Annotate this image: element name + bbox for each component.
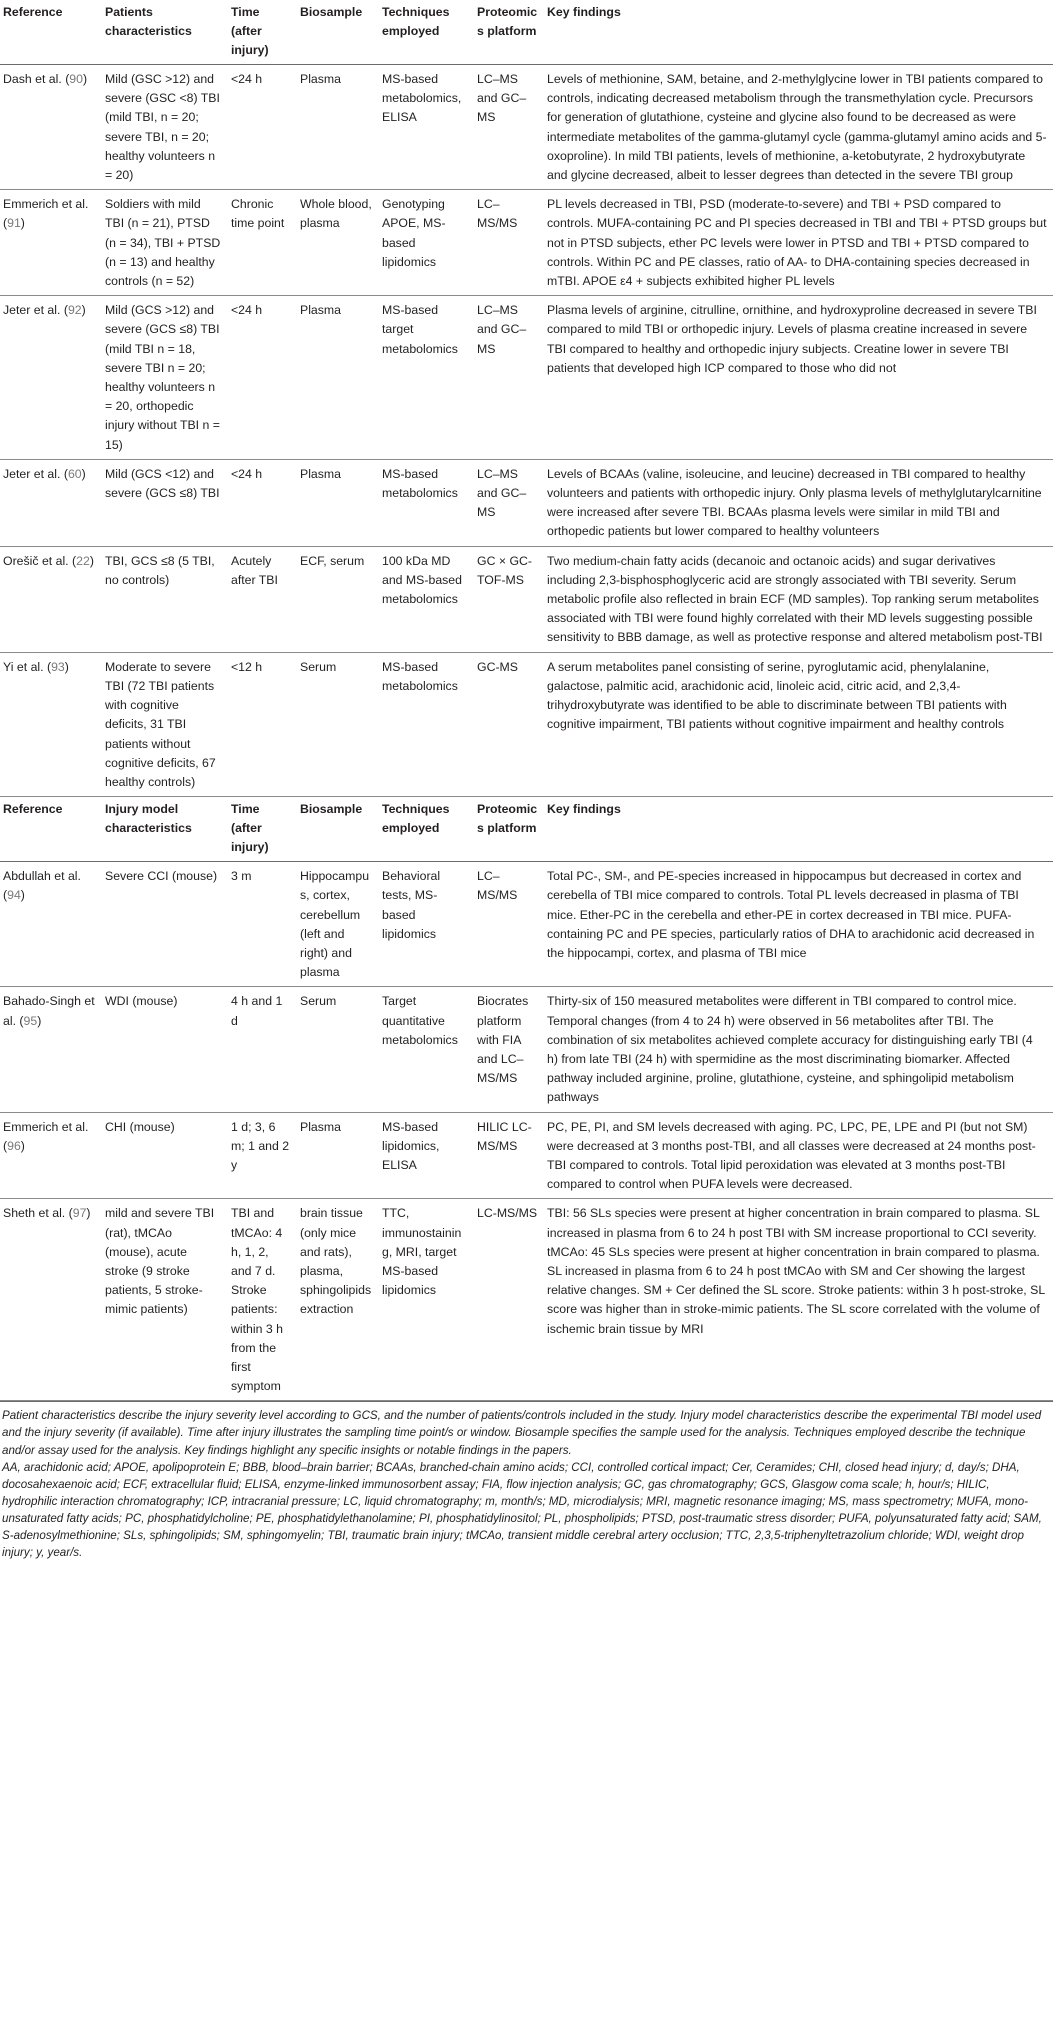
cell-platform: LC–MS and GC–MS [474,459,544,546]
header-techniques: Techniques employed [379,0,474,65]
cell-biosample: brain tissue (only mice and rats), plasma, sphingolipids extraction [297,1199,379,1401]
reference-author: Dash et al. ( [3,72,70,86]
header-characteristics: Patients characteristics [102,0,228,65]
reference-number-link[interactable]: 92 [67,303,82,318]
reference-close: ) [86,1206,91,1221]
reference-number-link[interactable]: 96 [7,1138,21,1153]
cell-techniques: TTC, immunostaining, MRI, target MS-based lipidomics [379,1199,474,1401]
table-row [0,987,1053,1112]
cell-time: Chronic time point [228,190,297,296]
cell-findings: TBI: 56 SLs species were present at higher concentration in brain compared to plasma. SL increased in plasma from 6 to 24 h post TBI with SM increase proportional to CCI severity. tMCAo: 45 SLs species were present at higher concentration in brain compared to plasma. SL increased in plasma from 6 to 24 h post tMCAo with SM and Cer showing the largest relative changes. SM + Cer defined the SL score. Stroke patients: within 3 h post-stroke, SL score was higher than in stroke-mimic patients. The SL score correlated with the volume of ischemic brain tissue by MRI [544,1199,1053,1401]
cell-platform: LC–MS and GC–MS [474,296,544,460]
reference-close: ) [64,659,69,674]
header-time: Time (after injury) [228,797,297,862]
header-findings: Key findings [544,0,1053,65]
reference-close: ) [89,553,94,568]
cell-biosample: Serum [297,987,379,1112]
model-header-row [0,797,1053,862]
cell-characteristics: mild and severe TBI (rat), tMCAo (mouse), acute stroke (9 stroke patients, 5 stroke-mimic patients) [102,1199,228,1401]
reference-author: Emmerich et al. ( [3,1119,89,1153]
cell-characteristics: WDI (mouse) [102,987,228,1112]
cell-biosample: Plasma [297,1112,379,1199]
cell-characteristics: Mild (GCS >12) and severe (GCS ≤8) TBI (mild TBI n = 18, severe TBI n = 20; healthy volunteers n = 20, orthopedic injury without TBI n = 15) [102,296,228,460]
cell-techniques: MS-based metabolomics, ELISA [379,65,474,190]
reference-author: Orešič et al. ( [3,553,77,568]
cell-time: Acutely after TBI [228,546,297,652]
cell-reference [0,65,102,190]
cell-characteristics: Mild (GSC >12) and severe (GSC <8) TBI (mild TBI, n = 20; severe TBI, n = 20; healthy volunteers n = 20) [102,65,228,190]
header-platform: Proteomics platform [474,797,544,862]
cell-characteristics: Moderate to severe TBI (72 TBI patients with cognitive deficits, 31 TBI patients without cognitive deficits, 67 healthy controls) [102,652,228,796]
cell-reference [0,652,102,796]
cell-findings: PC, PE, PI, and SM levels decreased with aging. PC, LPC, PE, LPE and PI (but not SM) were decreased at 3 months post-TBI, and all classes were decreased at 24 months post-TBI compared to controls. Total lipid peroxidation was elevated at 3 months post-TBI compared to control when PUFA levels were decreased. [544,1112,1053,1199]
cell-techniques: 100 kDa MD and MS-based metabolomics [379,546,474,652]
cell-reference [0,1112,102,1199]
cell-findings: Plasma levels of arginine, citrulline, ornithine, and hydroxyproline decreased in severe TBI compared to mild TBI or orthopedic injury. Levels of plasma creatine increased in severe TBI compared to healthy and orthopedic injury subjects. Creatine lower in severe TBI patients that developed high ICP compared to those who did not [544,296,1053,460]
cell-biosample: Plasma [297,296,379,460]
table-row [0,190,1053,296]
cell-platform: LC-MS/MS [474,1199,544,1401]
clinical-body [0,65,1053,797]
cell-time: 4 h and 1 d [228,987,297,1112]
cell-findings: Levels of BCAAs (valine, isoleucine, and leucine) decreased in TBI compared to healthy volunteers and patients with orthopedic injury. Only plasma levels of methylglutarylcarnitine were increased after severe TBI. BCAAs plasma levels were similar in mild TBI and orthopedic patients but lower compared to healthy volunteers [544,459,1053,546]
cell-time: 1 d; 3, 6 m; 1 and 2 y [228,1112,297,1199]
table-row [0,1199,1053,1401]
reference-author: Bahado-Singh et al. ( [3,994,95,1028]
cell-biosample: Serum [297,652,379,796]
cell-techniques: MS-based target metabolomics [379,296,474,460]
reference-number-link[interactable]: 22 [76,553,90,568]
cell-findings: PL levels decreased in TBI, PSD (moderate-to-severe) and TBI + PSD compared to controls. MUFA-containing PC and PI species decreased in TBI and TBI + PTSD groups but not in PTSD subjects, ether PC levels were lower in PTSD and TBI + PTSD compared to controls. Within PC and PE classes, ratio of AA- to DHA-containing species decreased in mTBI. APOE ε4 + subjects exhibited higher PL levels [544,190,1053,296]
cell-reference [0,296,102,460]
cell-time: <24 h [228,65,297,190]
cell-biosample: ECF, serum [297,546,379,652]
reference-author: Emmerich et al. ( [3,197,89,231]
cell-techniques: MS-based metabolomics [379,652,474,796]
header-biosample: Biosample [297,797,379,862]
cell-biosample: Plasma [297,459,379,546]
cell-characteristics: CHI (mouse) [102,1112,228,1199]
cell-time: <24 h [228,296,297,460]
header-platform: Proteomics platform [474,0,544,65]
cell-reference [0,459,102,546]
cell-reference [0,1199,102,1401]
header-reference: Reference [0,0,102,65]
cell-time: <24 h [228,459,297,546]
reference-number-link[interactable]: 95 [23,1013,38,1028]
cell-techniques: Behavioral tests, MS-based lipidomics [379,862,474,987]
reference-number-link[interactable]: 91 [7,216,21,231]
cell-platform: Biocrates platform with FIA and LC–MS/MS [474,987,544,1112]
cell-platform: LC–MS/MS [474,862,544,987]
header-reference: Reference [0,797,102,862]
reference-author: Abdullah et al. ( [3,869,81,903]
reference-close: ) [82,72,88,86]
cell-characteristics: Soldiers with mild TBI (n = 21), PTSD (n = 34), TBI + PTSD (n = 13) and healthy controls (n = 52) [102,190,228,296]
cell-findings: A serum metabolites panel consisting of serine, pyroglutamic acid, phenylalanine, galactose, palmitic acid, arachidonic acid, linoleic acid, citric acid, and 2,3,4-trihydroxybutyrate was identified to be able to discriminate between TBI patients with cognitive impairment, TBI patients without cognitive impairment and healthy controls [544,652,1053,796]
table-row [0,652,1053,796]
table-row [0,65,1053,190]
cell-findings: Total PC-, SM-, and PE-species increased in hippocampus but decreased in cortex and cerebella of TBI mice compared to controls. Total PL levels decreased in plasma of TBI mice. Ether-PC in the cerebella and ether-PE in cortex decreased in TBI mice. PUFA-containing PC and PE species, particularly ratios of DHA to arachidonic acid decreased in the hippocampi, cortex, and plasma of TBI mice [544,862,1053,987]
cell-reference [0,190,102,296]
cell-techniques: MS-based metabolomics [379,459,474,546]
cell-reference [0,987,102,1112]
reference-close: ) [20,888,25,903]
reference-number-link[interactable]: 60 [67,466,82,481]
table-row [0,296,1053,460]
cell-biosample: Plasma [297,65,379,190]
cell-platform: LC–MS and GC–MS [474,65,544,190]
reference-close: ) [81,303,86,318]
cell-platform: GC-MS [474,652,544,796]
reference-author: Yi et al. ( [3,659,52,674]
header-biosample: Biosample [297,0,379,65]
cell-findings: Levels of methionine, SAM, betaine, and 2-methylglycine lower in TBI patients compared to controls, indicating decreased metabolism through the transmethylation cycle. Precursors for generation of glutathione, cysteine and glycine also found to be decreased as were intermediate metabolites of the gamma-glutamyl cycle (gamma-glutamyl amino acids and 5-oxoproline). In mild TBI patients, levels of methionine, a-ketobutyrate, 2 hydroxybutyrate and glycine decreased, albeit to lesser degrees than detected in the severe TBI group [544,65,1053,190]
reference-author: Jeter et al. ( [3,303,68,318]
footnote-abbreviations: AA, arachidonic acid; APOE, apolipoprotein E; BBB, blood–brain barrier; BCAAs, branched-chain amino acids; CCI, controlled cortical impact; Cer, Ceramides; CHI, closed head injury; d, day/s; DHA, docosahexaenoic acid; ECF, extracellular fluid; ELISA, enzyme-linked immunosorbent assay; FIA, flow injection analysis; GC, gas chromatography; GCS, Glasgow coma scale; h, hour/s; HILIC, hydrophilic interaction chromatography; ICP, intracranial pressure; LC, liquid chromatography; m, month/s; MD, microdialysis; MRI, magnetic resonance imaging; MS, mass spectrometry; MUFA, mono-unsaturated fatty acids; PC, phosphatidylcholine; PE, phosphatidylethanolamine; PI, phosphatidylinositol; PL, phospholipids; PTSD, post-traumatic stress disorder; PUFA, polyunsaturated fatty acid; SAM, S-adenosylmethionine; SLs, sphingolipids; SM, sphingomyelin; TBI, traumatic brain injury; tMCAo, transient middle cerebral artery occlusion; TTC, 2,3,5-triphenyltetrazolium chloride; WDI, weight drop injury; y, year/s. [2,1460,1042,1560]
table-row [0,1112,1053,1199]
header-characteristics: Injury model characteristics [102,797,228,862]
cell-biosample: Hippocampus, cortex, cerebellum (left and right) and plasma [297,862,379,987]
header-findings: Key findings [544,797,1053,862]
cell-reference [0,546,102,652]
cell-biosample: Whole blood, plasma [297,190,379,296]
cell-platform: GC × GC-TOF-MS [474,546,544,652]
table-row [0,862,1053,987]
cell-characteristics: Severe CCI (mouse) [102,862,228,987]
table-footnotes [0,1401,1053,1561]
cell-platform: HILIC LC-MS/MS [474,1112,544,1199]
header-time: Time (after injury) [228,0,297,65]
reference-author: Sheth et al. ( [3,1206,73,1221]
cell-time: <12 h [228,652,297,796]
model-body [0,862,1053,1401]
reference-author: Jeter et al. ( [3,466,68,481]
reference-number-link[interactable]: 94 [7,888,21,903]
cell-platform: LC–MS/MS [474,190,544,296]
header-techniques: Techniques employed [379,797,474,862]
reference-close: ) [20,216,25,231]
table-row [0,546,1053,652]
cell-characteristics: Mild (GCS <12) and severe (GCS ≤8) TBI [102,459,228,546]
cell-techniques: Target quantitative metabolomics [379,987,474,1112]
reference-close: ) [37,1013,42,1028]
reference-number-link[interactable]: 97 [72,1206,87,1221]
cell-time: TBI and tMCAo: 4 h, 1, 2, and 7 d. Stroke patients: within 3 h from the first symptom [228,1199,297,1401]
cell-findings: Thirty-six of 150 measured metabolites were different in TBI compared to control mice. Temporal changes (from 4 to 24 h) were observed in 56 metabolites after TBI. The combination of six metabolites achieved complete accuracy for distinguishing early TBI (4 h) from late TBI (24 h) with spermidine as the most discriminating biomarker. Affected pathway included arginine, proline, glutathione, cysteine, and sphingolipid metabolism pathways [544,987,1053,1112]
clinical-header-row [0,0,1053,65]
reference-number-link[interactable]: 90 [69,72,83,86]
reference-number-link[interactable]: 93 [51,659,65,674]
cell-techniques: Genotyping APOE, MS-based lipidomics [379,190,474,296]
reference-close: ) [20,1138,25,1153]
cell-characteristics: TBI, GCS ≤8 (5 TBI, no controls) [102,546,228,652]
table-row [0,459,1053,546]
cell-findings: Two medium-chain fatty acids (decanoic and octanoic acids) and sugar derivatives including 2,3-bisphosphoglyceric acid are strongly associated with TBI severity. Serum metabolic profile also reflected in brain ECF (MD samples). Top ranking serum metabolites associated with TBI were found highly correlated with their MD levels suggesting possible sensitivity to BBB damage, as well as protective response and altered metabolism post-TBI [544,546,1053,652]
cell-techniques: MS-based lipidomics, ELISA [379,1112,474,1199]
cell-time: 3 m [228,862,297,987]
cell-reference [0,862,102,987]
footnote-legend: Patient characteristics describe the injury severity level according to GCS, and the number of patients/controls included in the study. Injury model characteristics describe the experimental TBI model used and the injury severity (if available). Time after injury illustrates the sampling time point/s or window. Biosample specifies the sample used for the analysis. Techniques employed describe the technique and/or assay used for the analysis. Key findings highlight any specific insights or notable findings in the papers. [2,1409,1042,1457]
reference-close: ) [81,466,86,481]
